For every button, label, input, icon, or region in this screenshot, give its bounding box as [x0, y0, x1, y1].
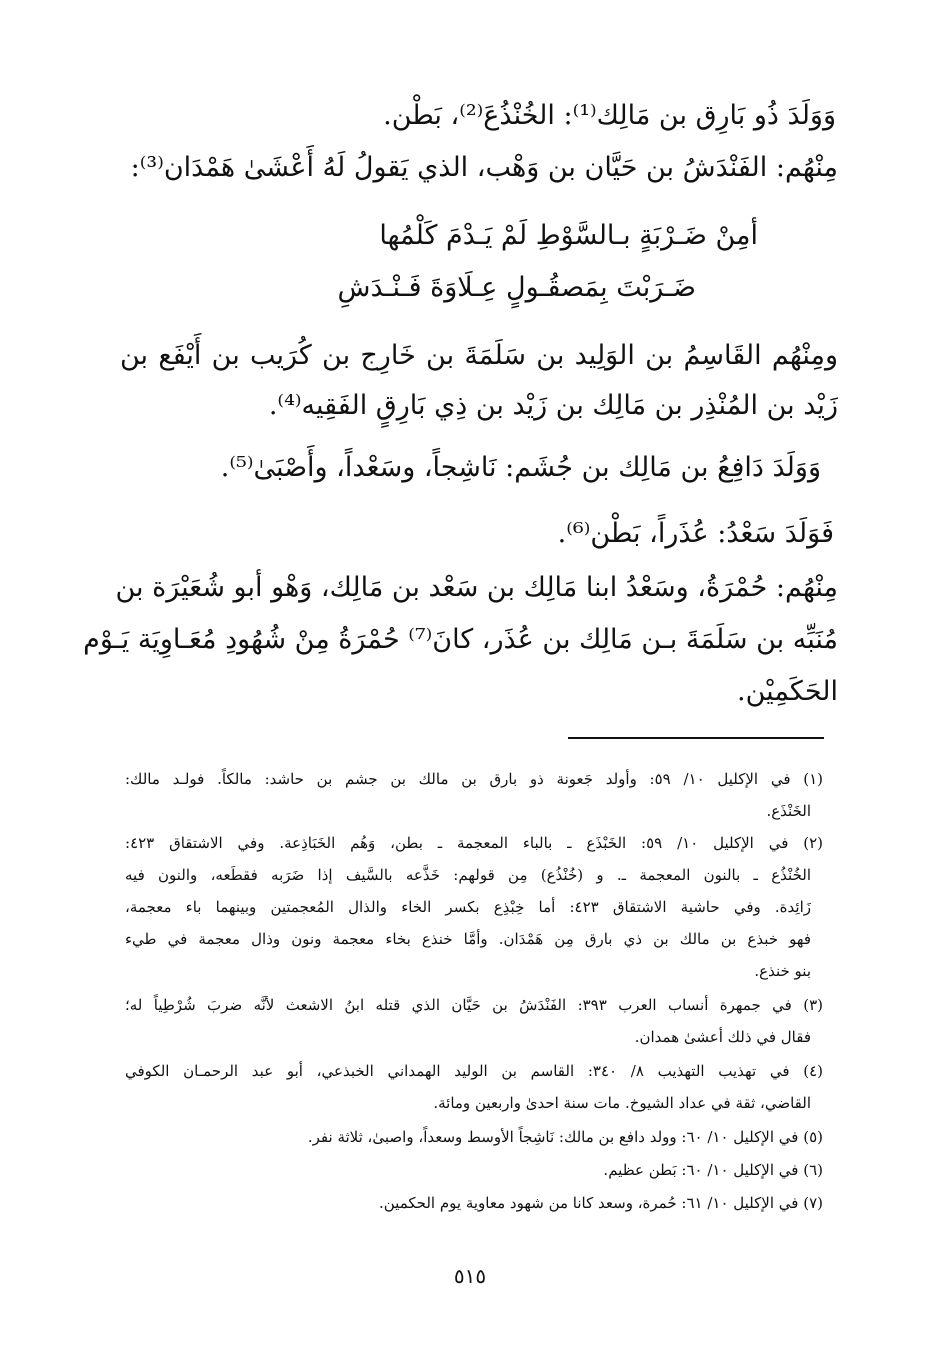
footnote-4-line-1: (٤) في تهذيب التهذيب ٨/ ٣٤٠: القاسم بن الوليد الهمداني الخبذعي، أبو عبد الرحمـان الكوفي: [125, 1062, 824, 1080]
verse-hemistich-1: أمِنْ ضَـرْبَةٍ بـالسَّوْطِ لَمْ يَـدْمَ كَلْمُها: [379, 220, 758, 251]
footnote-7: (٧) في الإكليل ١٠/ ٦١: حُمرة، وسعد كانا من شهود معاوية يوم الحكمين.: [378, 1194, 823, 1212]
footnote-2-line-2: الخُنْذُع ـ بالنون المعجمة ـ. و (خُنْذُع) مِن قولهم: خَذَّعه بالسَّيف إذا ضَرَبه فقطَعه، والنون فيه: [125, 866, 811, 884]
footnote-3-line-1: (٣) في جمهرة أنساب العرب ٣٩٣: الفَنْدَشُ بن حَيَّان الذي قتله ابنُ الاشعث لأنَّه ضربَ شُرْطِياً له؛: [125, 996, 823, 1014]
verse-hemistich-2: ضَـرَبْتَ بِمَصقُـولٍ عِـلَاوَةَ فَـنْـدَشِ: [337, 272, 696, 303]
body-para1-line-2: زَيْد بن المُنْذِر بن مَالِك بن زَيْد بن ذِي بَارِقٍ الفَقِيه⁽⁴⁾.: [268, 390, 838, 421]
footnote-5: (٥) في الإكليل ١٠/ ٦٠: وولد دافع بن مالك: نَاشِجاً الأوسط وسعداً، واصبىٰ، ثلاثة نفر.: [307, 1128, 823, 1146]
footnote-6: (٦) في الإكليل ١٠/ ٦٠: بَطن عظيم.: [603, 1161, 823, 1179]
body-line-1: وَوَلَدَ ذُو بَارِق بن مَالِك⁽¹⁾: الخُنْذُعَ⁽²⁾، بَطْن.: [383, 100, 836, 131]
body-line-saad: فَوَلَدَ سَعْدُ: عُذَراً، بَطْن⁽⁶⁾.: [557, 518, 834, 549]
footnote-3-line-2: فقال في ذلك أعشىٰ همدان.: [634, 1028, 811, 1046]
footnote-1-line-1: (١) في الإكليل ١٠/ ٥٩: وأولد جَعونة ذو بارق بن مالك بن جشم بن حاشد: مالكاً. فولـد مالك:: [125, 770, 823, 788]
body-line-dafi: وَوَلَدَ دَافِعُ بن مَالِك بن جُشَم: نَاشِجاً، وسَعْداً، وأَصْبَىٰ⁽⁵⁾.: [220, 452, 821, 483]
page-number: ٥١٥: [453, 1264, 487, 1288]
body-para2-line-3: الحَكَمِيْن.: [737, 676, 838, 707]
body-para2-line-1: مِنْهُم: حُمْرَةُ، وسَعْدُ ابنا مَالِك بن سَعْد بن مَالِك، وَهْو أبو شُعَيْرَة بن: [115, 572, 838, 603]
footnote-2-line-1: (٢) في الإكليل ١٠/ ٥٩: الخَبْذَع ـ بالباء المعجمة ـ بطن، وَهُم الخَبَاذِعة. وفي الاشتقاق ٤٢٣:: [125, 834, 824, 852]
body-line-2: مِنْهُم: الفَنْدَشُ بن حَيَّان بن وَهْب، الذي يَقولُ لَهُ أَعْشَىٰ هَمْدَان⁽³⁾:: [130, 152, 838, 183]
footnote-2-line-3: زَائِدة. وفي حاشية الاشتقاق ٤٢٣: أما خِبْذِع بكسر الخاء والذال المُعجمتين وبينهما باء معجمة،: [125, 898, 812, 916]
footnote-2-line-5: بنو خنذع.: [754, 962, 811, 980]
footnote-divider: [568, 737, 824, 739]
footnote-2-line-4: فهو خبذع بن مالك بن ذي بارق مِن هَمْدَان. وأمَّا خنذع بخاء معجمة ونون وذال معجمة في طيء: [125, 930, 811, 948]
body-para1-line-1: ومِنْهُم القَاسِمُ بن الوَلِيد بن سَلَمَةَ بن خَارِج بن كُرَيب بن أَيْفَع بن: [120, 340, 838, 371]
body-para2-line-2: مُنَبِّه بن سَلَمَةَ بـن مَالِك بن عُذَر، كانَ⁽⁷⁾ حُمْرَةُ مِنْ شُهُودِ مُعَـاوِيَة يَـوْم: [83, 624, 838, 655]
footnote-4-line-2: القاضي، ثقة في عداد الشيوخ. مات سنة احدىٰ واربعين ومائة.: [433, 1094, 811, 1112]
footnote-1-line-2: الخَنْذَع.: [766, 802, 811, 820]
